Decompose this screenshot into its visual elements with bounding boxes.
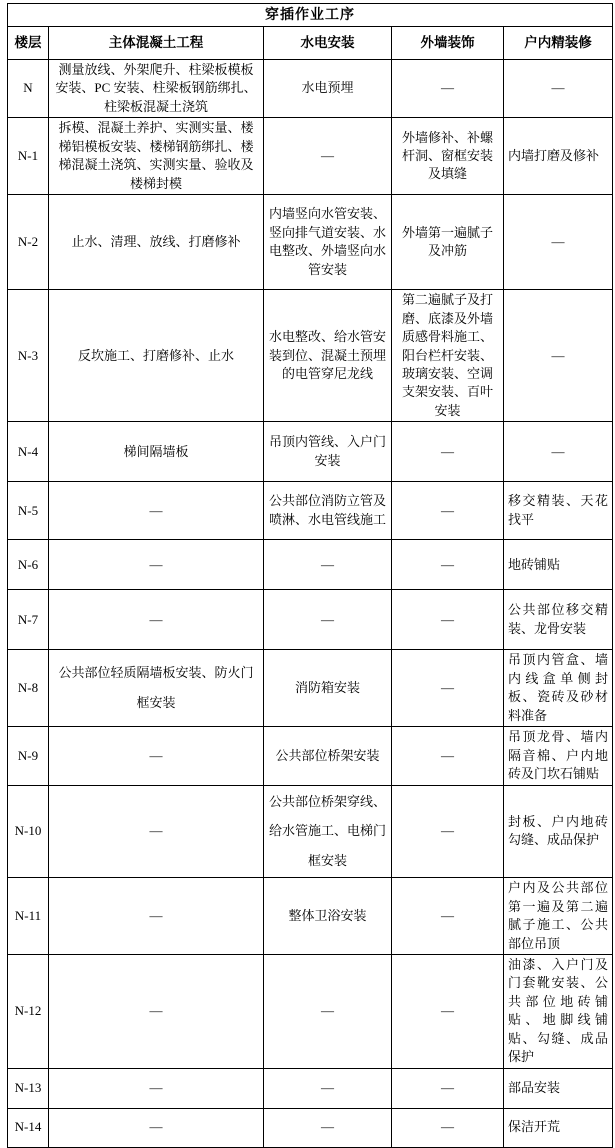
table-row xyxy=(8,878,613,955)
floor-cell: N-11 xyxy=(8,878,49,955)
interior-cell: 封板、户内地砖勾缝、成品保护 xyxy=(504,785,613,878)
floor-cell: N-4 xyxy=(8,422,49,482)
title-row xyxy=(8,4,613,27)
floor-cell: N-2 xyxy=(8,195,49,290)
facade-cell: — xyxy=(392,60,504,118)
process-table xyxy=(7,3,613,1148)
concrete-cell: 测量放线、外架爬升、柱梁板模板安装、PC 安装、柱梁板钢筋绑扎、柱梁板混凝土浇筑 xyxy=(49,60,264,118)
interior-cell: — xyxy=(504,290,613,422)
facade-cell: — xyxy=(392,482,504,540)
table-row xyxy=(8,482,613,540)
mep-cell: — xyxy=(264,540,392,590)
floor-cell: N-12 xyxy=(8,955,49,1069)
floor-cell: N-14 xyxy=(8,1108,49,1147)
facade-cell: — xyxy=(392,955,504,1069)
table-row xyxy=(8,785,613,878)
table-row xyxy=(8,540,613,590)
concrete-cell: 梯间隔墙板 xyxy=(49,422,264,482)
floor-cell: N-7 xyxy=(8,590,49,650)
interior-cell: 内墙打磨及修补 xyxy=(504,118,613,195)
concrete-cell: — xyxy=(49,540,264,590)
table-title: 穿插作业工序 xyxy=(8,4,613,27)
interior-cell: 吊顶龙骨、墙内隔音棉、户内地砖及门坎石铺贴 xyxy=(504,727,613,785)
column-header-facade: 外墙装饰 xyxy=(392,27,504,60)
table-row xyxy=(8,60,613,118)
table-row xyxy=(8,422,613,482)
mep-cell: — xyxy=(264,955,392,1069)
column-header-mep: 水电安装 xyxy=(264,27,392,60)
floor-cell: N xyxy=(8,60,49,118)
facade-cell: — xyxy=(392,540,504,590)
facade-cell: 外墙第一遍腻子及冲筋 xyxy=(392,195,504,290)
column-header-floor: 楼层 xyxy=(8,27,49,60)
floor-cell: N-1 xyxy=(8,118,49,195)
concrete-cell: 公共部位轻质隔墙板安装、防火门框安装 xyxy=(49,650,264,727)
interior-cell: 地砖铺贴 xyxy=(504,540,613,590)
mep-cell: 公共部位桥架安装 xyxy=(264,727,392,785)
concrete-cell: — xyxy=(49,1108,264,1147)
concrete-cell: — xyxy=(49,482,264,540)
column-header-interior: 户内精装修 xyxy=(504,27,613,60)
table-row xyxy=(8,290,613,422)
mep-cell: — xyxy=(264,118,392,195)
floor-cell: N-5 xyxy=(8,482,49,540)
header-row xyxy=(8,27,613,60)
interior-cell: 吊顶内管盒、墙内线盒单侧封板、瓷砖及砂材料准备 xyxy=(504,650,613,727)
mep-cell: 水电预埋 xyxy=(264,60,392,118)
floor-cell: N-8 xyxy=(8,650,49,727)
interior-cell: — xyxy=(504,60,613,118)
mep-cell: 水电整改、给水管安装到位、混凝土预埋的电管穿尼龙线 xyxy=(264,290,392,422)
facade-cell: 第二遍腻子及打磨、底漆及外墙质感骨料施工、阳台栏杆安装、玻璃安装、空调支架安装、百叶安装 xyxy=(392,290,504,422)
floor-cell: N-13 xyxy=(8,1068,49,1108)
concrete-cell: — xyxy=(49,878,264,955)
table-row xyxy=(8,955,613,1069)
concrete-cell: — xyxy=(49,590,264,650)
mep-cell: — xyxy=(264,1108,392,1147)
interior-cell: — xyxy=(504,195,613,290)
mep-cell: 公共部位桥架穿线、给水管施工、电梯门框安装 xyxy=(264,785,392,878)
facade-cell: — xyxy=(392,650,504,727)
floor-cell: N-9 xyxy=(8,727,49,785)
concrete-cell: — xyxy=(49,955,264,1069)
mep-cell: 消防箱安装 xyxy=(264,650,392,727)
interior-cell: 户内及公共部位第一遍及第二遍腻子施工、公共部位吊顶 xyxy=(504,878,613,955)
concrete-cell: 反坎施工、打磨修补、止水 xyxy=(49,290,264,422)
table-row xyxy=(8,590,613,650)
mep-cell: 整体卫浴安装 xyxy=(264,878,392,955)
concrete-cell: — xyxy=(49,785,264,878)
mep-cell: — xyxy=(264,590,392,650)
facade-cell: — xyxy=(392,878,504,955)
interior-cell: 保洁开荒 xyxy=(504,1108,613,1147)
facade-cell: — xyxy=(392,727,504,785)
interior-cell: 公共部位移交精装、龙骨安装 xyxy=(504,590,613,650)
mep-cell: 吊顶内管线、入户门安装 xyxy=(264,422,392,482)
column-header-concrete: 主体混凝土工程 xyxy=(49,27,264,60)
interior-cell: 部品安装 xyxy=(504,1068,613,1108)
table-row xyxy=(8,1108,613,1147)
table-row xyxy=(8,1068,613,1108)
table-row xyxy=(8,727,613,785)
facade-cell: — xyxy=(392,590,504,650)
facade-cell: — xyxy=(392,422,504,482)
concrete-cell: 止水、清理、放线、打磨修补 xyxy=(49,195,264,290)
mep-cell: 内墙竖向水管安装、竖向排气道安装、水电整改、外墙竖向水管安装 xyxy=(264,195,392,290)
concrete-cell: — xyxy=(49,1068,264,1108)
interior-cell: 油漆、入户门及门套靴安装、公共部位地砖铺贴、地脚线铺贴、勾缝、成品保护 xyxy=(504,955,613,1069)
interior-cell: 移交精装、天花找平 xyxy=(504,482,613,540)
facade-cell: — xyxy=(392,1108,504,1147)
facade-cell: 外墙修补、补螺杆洞、窗框安装及填缝 xyxy=(392,118,504,195)
mep-cell: 公共部位消防立管及喷淋、水电管线施工 xyxy=(264,482,392,540)
interior-cell: — xyxy=(504,422,613,482)
facade-cell: — xyxy=(392,1068,504,1108)
table-row xyxy=(8,195,613,290)
floor-cell: N-6 xyxy=(8,540,49,590)
facade-cell: — xyxy=(392,785,504,878)
concrete-cell: — xyxy=(49,727,264,785)
mep-cell: — xyxy=(264,1068,392,1108)
concrete-cell: 拆模、混凝土养护、实测实量、楼梯铝模板安装、楼梯钢筋绑扎、楼梯混凝土浇筑、实测实量、验收及楼梯封模 xyxy=(49,118,264,195)
floor-cell: N-3 xyxy=(8,290,49,422)
floor-cell: N-10 xyxy=(8,785,49,878)
table-row xyxy=(8,650,613,727)
table-row xyxy=(8,118,613,195)
